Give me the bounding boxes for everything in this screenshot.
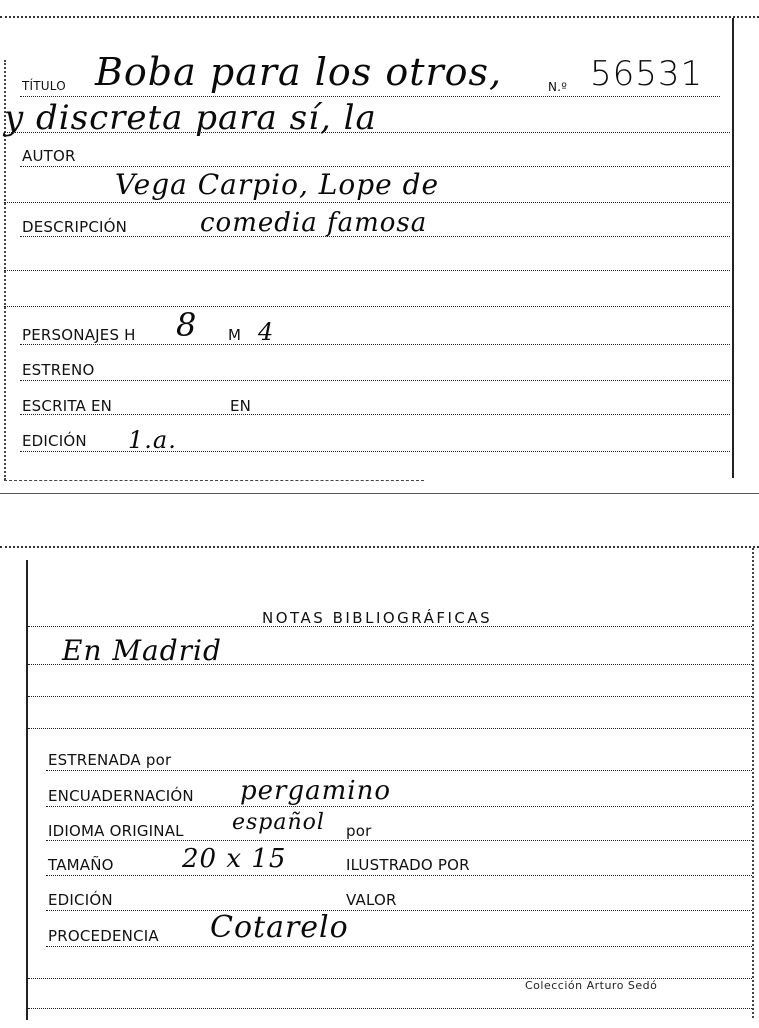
titulo-continuation: y discreta para sí, la	[4, 98, 377, 138]
escrita-rule	[20, 414, 730, 415]
estreno-rule	[20, 380, 730, 381]
notas-rule-2	[28, 664, 752, 665]
autor-rule	[20, 166, 730, 167]
estrenada-label: ESTRENADA por	[48, 751, 172, 769]
card-top-edge	[0, 16, 759, 18]
encuadernacion-label: ENCUADERNACIÓN	[48, 787, 194, 805]
titulo-value: Boba para los otros,	[95, 50, 503, 94]
procedencia-label: PROCEDENCIA	[48, 927, 159, 945]
catalog-card-back	[0, 538, 759, 1028]
blank-rule-1	[4, 270, 730, 271]
edicion-rule	[46, 910, 752, 911]
idioma-value: español	[232, 810, 325, 835]
card-right-border	[732, 18, 734, 478]
numero-label: N.º	[548, 80, 568, 94]
procedencia-value: Cotarelo	[210, 910, 349, 945]
titulo-rule	[20, 96, 720, 97]
encuadernacion-rule	[46, 806, 752, 807]
estreno-label: ESTRENO	[22, 361, 95, 379]
idioma-label: IDIOMA ORIGINAL	[48, 822, 184, 840]
edicion-label: EDICIÓN	[48, 891, 113, 909]
bottom-rule	[28, 1008, 752, 1009]
descripcion-value: comedia famosa	[200, 208, 428, 238]
card-separator	[0, 493, 759, 494]
valor-label: VALOR	[346, 891, 397, 909]
ilustrado-label: ILUSTRADO POR	[346, 856, 470, 874]
personajes-rule	[20, 344, 730, 345]
autor-value: Vega Carpio, Lope de	[115, 168, 440, 201]
tamano-label: TAMAÑO	[48, 856, 114, 874]
titulo-cont-rule	[4, 132, 730, 133]
escrita-label: ESCRITA EN	[22, 397, 113, 415]
card-bottom-edge	[4, 480, 424, 481]
encuadernacion-value: pergamino	[240, 776, 391, 806]
en-label: EN	[230, 397, 252, 415]
numero-value: 56531	[590, 54, 704, 94]
edicion-rule	[20, 451, 730, 452]
blank-rule-2	[4, 306, 730, 307]
notas-rule-3	[28, 696, 752, 697]
notas-rule	[28, 626, 752, 627]
descripcion-label: DESCRIPCIÓN	[22, 218, 128, 236]
idioma-rule	[46, 840, 752, 841]
collection-credit: Colección Arturo Sedó	[525, 979, 658, 992]
descripcion-rule	[20, 236, 730, 237]
card-top-edge	[0, 546, 759, 548]
autor-value-rule	[4, 202, 730, 203]
personajes-m-value: 4	[258, 318, 275, 346]
notas-value: En Madrid	[62, 634, 222, 667]
personajes-label: PERSONAJES H	[22, 326, 136, 344]
catalog-card-front	[0, 0, 759, 495]
tamano-rule	[46, 875, 752, 876]
autor-label: AUTOR	[22, 147, 76, 165]
procedencia-rule	[46, 946, 752, 947]
notas-title: NOTAS BIBLIOGRÁFICAS	[262, 609, 493, 627]
personajes-h-value: 8	[176, 306, 198, 344]
personajes-m-label: M	[228, 326, 242, 344]
card-right-border	[752, 548, 754, 1018]
titulo-label: TÍTULO	[22, 79, 66, 93]
card-left-border	[26, 560, 28, 1020]
edicion-label: EDICIÓN	[22, 432, 87, 450]
idioma-por-label: por	[346, 822, 372, 840]
estrenada-rule	[46, 770, 752, 771]
edicion-value: 1.a.	[128, 426, 177, 454]
tamano-value: 20 x 15	[182, 844, 287, 874]
notas-rule-4	[28, 728, 752, 729]
